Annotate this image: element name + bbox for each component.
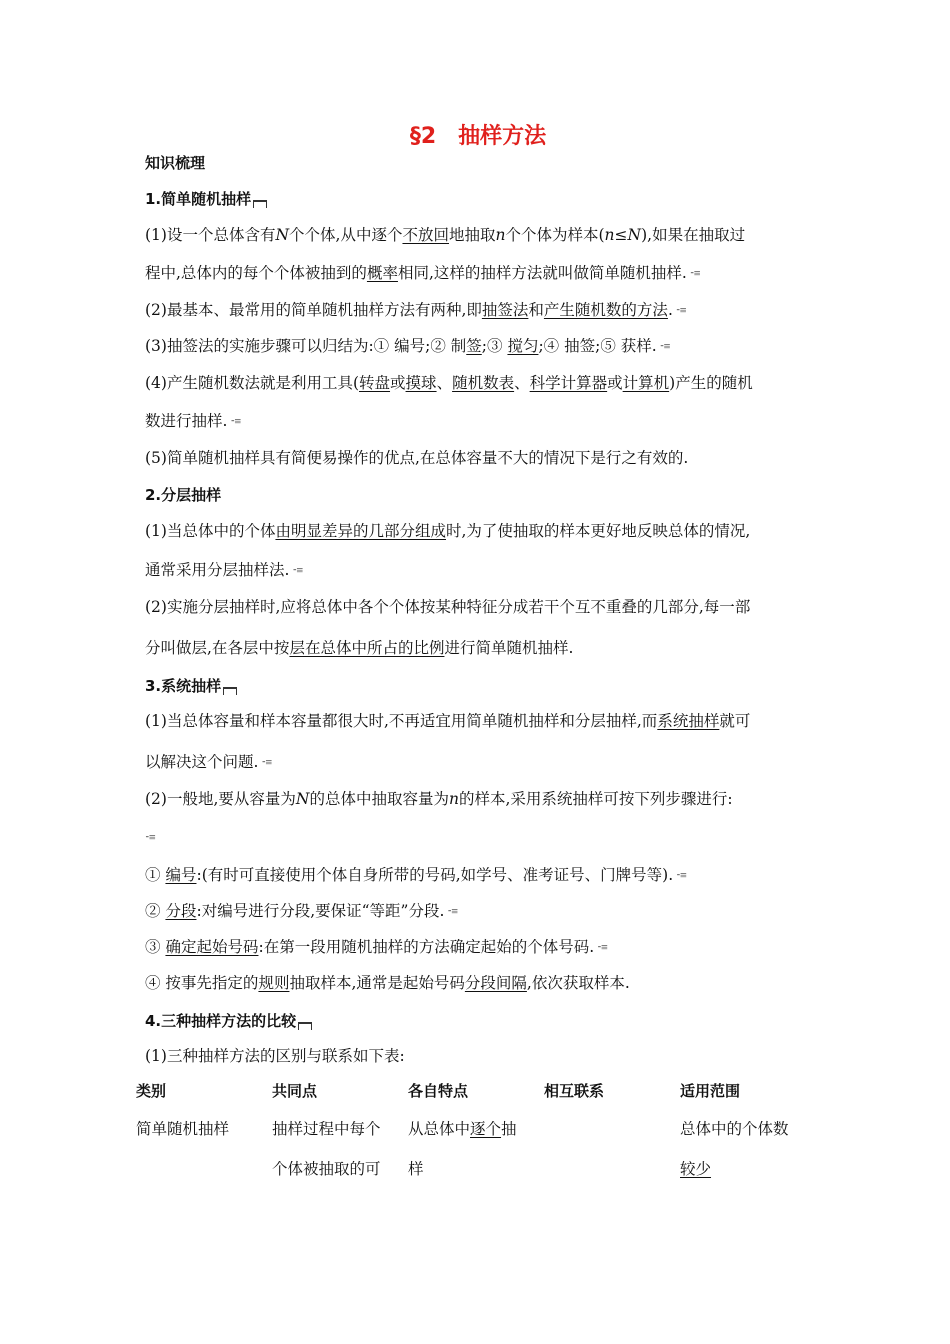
- s2-p1-line2: 通常采用分层抽样法. ⁃≡: [145, 559, 810, 582]
- s3-p2-line1: (2)一般地,要从容量为N的总体中抽取容量为n的样本,采用系统抽样可按下列步骤进行:: [145, 790, 733, 808]
- s2-p1-line1: (1)当总体中的个体由明显差异的几部分组成时,为了使抽取的样本更好地反映总体的情况,: [145, 522, 751, 540]
- blank-answer: 由明显差异的几部分组成: [275, 522, 446, 540]
- paragraph-mark-icon: ⁃≡: [447, 907, 458, 917]
- blank-answer: 计算机: [622, 374, 670, 392]
- s3-step-4: ④ 按事先指定的规则抽取样本,通常是起始号码分段间隔,依次获取样本.: [145, 974, 630, 992]
- blank-answer: 规则: [258, 974, 290, 992]
- table-cell: 样: [408, 1160, 424, 1178]
- paragraph-mark-icon: ⁃≡: [145, 833, 156, 843]
- blank-answer: 层在总体中所占的比例: [289, 639, 445, 657]
- s3-p2-line2: [145, 826, 810, 849]
- s1-p2: (2)最基本、最常用的简单随机抽样方法有两种,即抽签法和产生随机数的方法. ⁃≡: [145, 299, 810, 322]
- table-header: 各自特点: [408, 1082, 469, 1100]
- table-cell: 抽样过程中每个: [272, 1120, 381, 1138]
- textbook-mark-icon: [253, 200, 267, 208]
- s1-p1-line1: (1)设一个总体含有N个个体,从中逐个不放回地抽取n个个体为样本(n≤N),如果在抽取过: [145, 226, 746, 244]
- table-header: 相互联系: [544, 1082, 605, 1100]
- blank-answer: 随机数表: [452, 374, 515, 392]
- blank-answer: 编号: [165, 866, 197, 884]
- section-3-heading: [145, 675, 810, 697]
- s3-step-3: ③ 确定起始号码:在第一段用随机抽样的方法确定起始的个体号码. ⁃≡: [145, 936, 810, 959]
- blank-answer: 不放回: [402, 226, 449, 244]
- blank-answer: 分段间隔: [464, 974, 527, 992]
- blank-answer: 概率: [366, 264, 398, 282]
- table-cell: 从总体中逐个抽: [408, 1120, 517, 1138]
- s2-p2-line1: (2)实施分层抽样时,应将总体中各个个体按某种特征分成若干个互不重叠的几部分,每一部: [145, 598, 751, 616]
- section-1-title: 1.简单随机抽样: [145, 190, 252, 208]
- s3-step-1: ① 编号:(有时可直接使用个体自身所带的号码,如学号、准考证号、门牌号等). ⁃≡: [145, 864, 810, 887]
- blank-answer: 科学计算器: [529, 374, 608, 392]
- paragraph-mark-icon: ⁃≡: [675, 306, 686, 316]
- textbook-mark-icon: [298, 1022, 312, 1030]
- blank-answer: 确定起始号码: [165, 938, 259, 956]
- table-cell: 总体中的个体数: [680, 1120, 789, 1138]
- paragraph-mark-icon: ⁃≡: [676, 871, 687, 881]
- s1-p4-line1: (4)产生随机数法就是利用工具(转盘或摸球、随机数表、科学计算器或计算机)产生的随机: [145, 374, 753, 392]
- blank-answer: 摸球: [405, 374, 437, 392]
- s1-p5: (5)简单随机抽样具有简便易操作的优点,在总体容量不大的情况下是行之有效的.: [145, 449, 689, 467]
- table-header: 适用范围: [680, 1082, 741, 1100]
- subtitle-knowledge: 知识梳理: [145, 154, 206, 172]
- table-cell: 简单随机抽样: [136, 1120, 230, 1138]
- blank-answer: 分段: [165, 902, 197, 920]
- paragraph-mark-icon: ⁃≡: [292, 566, 303, 576]
- blank-answer: 抽签法: [481, 301, 529, 319]
- paragraph-mark-icon: ⁃≡: [230, 417, 241, 427]
- section-2-heading: 2.分层抽样: [145, 486, 222, 504]
- paragraph-mark-icon: ⁃≡: [261, 758, 272, 768]
- section-3-title: 3.系统抽样: [145, 677, 222, 695]
- s4-p1: (1)三种抽样方法的区别与联系如下表:: [145, 1047, 405, 1065]
- s3-p1-line1: (1)当总体容量和样本容量都很大时,不再适宜用简单随机抽样和分层抽样,而系统抽样就可: [145, 712, 751, 730]
- s1-p1-line2: 程中,总体内的每个个体被抽到的概率相同,这样的抽样方法就叫做简单随机抽样. ⁃≡: [145, 262, 810, 285]
- blank-answer: 签: [466, 337, 482, 355]
- s3-step-2: ② 分段:对编号进行分段,要保证“等距”分段. ⁃≡: [145, 900, 810, 923]
- table-header: 类别: [136, 1082, 167, 1100]
- paragraph-mark-icon: ⁃≡: [689, 269, 700, 279]
- page-title: §2 抽样方法: [409, 124, 547, 149]
- textbook-mark-icon: [223, 687, 237, 695]
- blank-answer: 转盘: [359, 374, 391, 392]
- blank-answer: 逐个: [470, 1120, 502, 1138]
- section-4-heading: [145, 1010, 810, 1032]
- table-cell: 个体被抽取的可: [272, 1160, 381, 1178]
- section-1-heading: [145, 188, 810, 210]
- s1-p3: (3)抽签法的实施步骤可以归结为:① 编号;② 制签;③ 搅匀;④ 抽签;⑤ 获样. ⁃≡: [145, 335, 810, 358]
- s3-p1-line2: 以解决这个问题. ⁃≡: [145, 751, 810, 774]
- blank-answer: 系统抽样: [657, 712, 720, 730]
- table-header: 共同点: [272, 1082, 318, 1100]
- blank-answer: 较少: [680, 1160, 712, 1178]
- section-4-title: 4.三种抽样方法的比较: [145, 1012, 297, 1030]
- blank-answer: 搅匀: [507, 337, 539, 355]
- blank-answer: 产生随机数的方法: [543, 301, 668, 319]
- paragraph-mark-icon: ⁃≡: [597, 943, 608, 953]
- s1-p4-line2: 数进行抽样. ⁃≡: [145, 410, 810, 433]
- s2-p2-line2: 分叫做层,在各层中按层在总体中所占的比例进行简单随机抽样.: [145, 639, 574, 657]
- paragraph-mark-icon: ⁃≡: [659, 342, 670, 352]
